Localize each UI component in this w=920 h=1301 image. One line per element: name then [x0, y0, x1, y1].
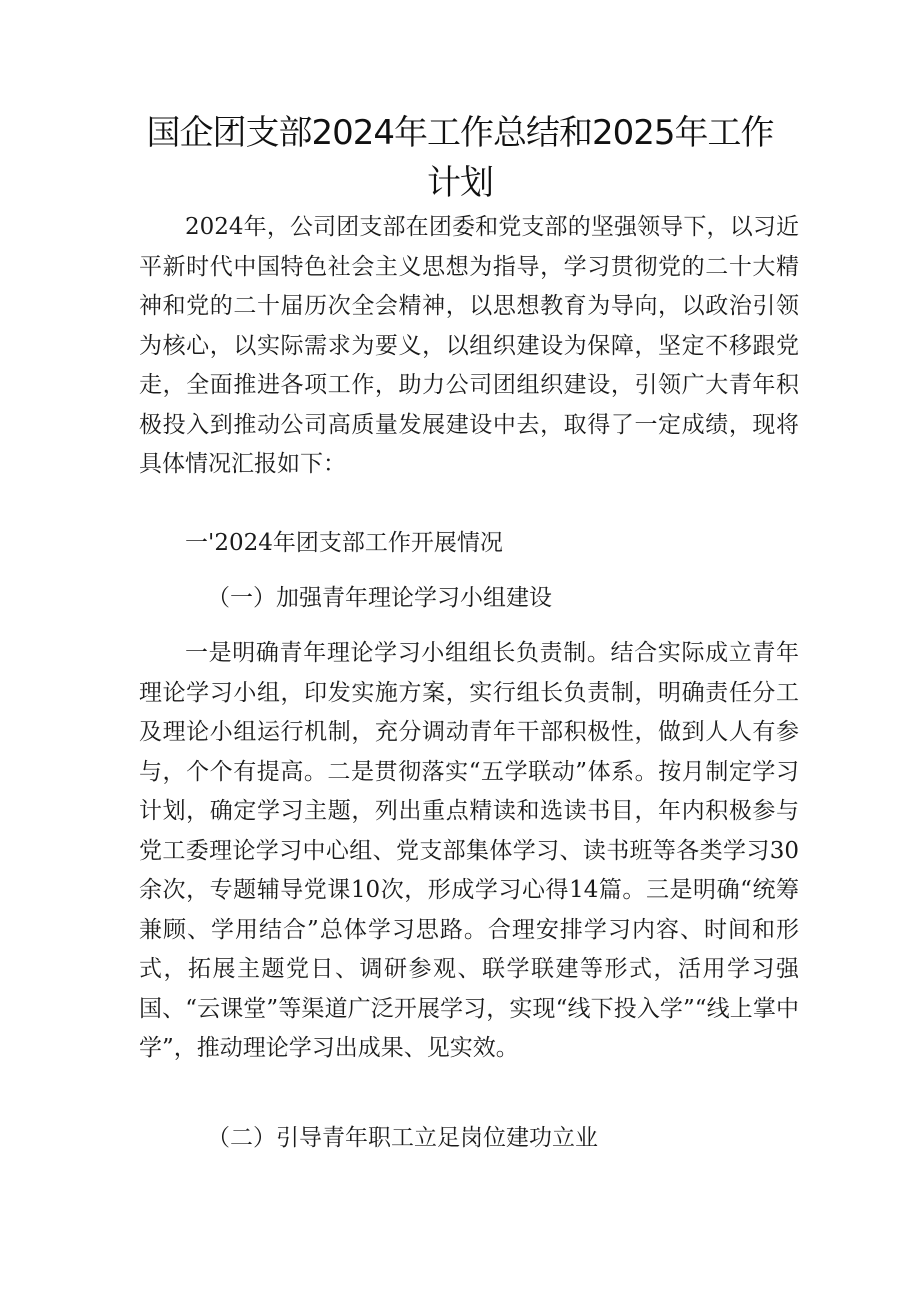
intro-paragraph: 2024年，公司团支部在团委和党支部的坚强领导下，以习近平新时代中国特色社会主义思想为指导，学习贯彻党的二十大精神和党的二十届历次全会精神，以思想教育为导向，以政治引领为核心，以实际需求为要义，以组织建设为保障，坚定不移跟党走，全面推进各项工作，助力公司团组织建设，引领广大青年积极投入到推动公司高质量发展建设中去，取得了一定成绩，现将具体情况汇报如下：	[139, 214, 799, 477]
subsection-1-paragraph: 一是明确青年理论学习小组组长负责制。结合实际成立青年理论学习小组，印发实施方案，实行组长负责制，明确责任分工及理论小组运行机制，充分调动青年干部积极性，做到人人有参与，个个有提高。二是贯彻落实“五学联动”体系。按月制定学习计划，确定学习主题，列出重点精读和选读书目，年内积极参与党工委理论学习中心组、党支部集体学习、读书班等各类学习30余次，专题辅导党课10次，形成学习心得14篇。三是明确“统筹兼顾、学用结合”总体学习思路。合理安排学习内容、时间和形式，拓展主题党日、调研参观、联学联建等形式，活用学习强国、“云课堂”等渠道广泛开展学习，实现“线下投入学”“线上掌中学”，推动理论学习出成果、见实效。	[139, 640, 799, 1061]
section-heading-1: 一'2024年团支部工作开展情况	[185, 530, 503, 556]
subsection-heading-1: （一）加强青年理论学习小组建设	[207, 585, 552, 611]
document-title: 国企团支部2024年工作总结和2025年工作计划	[146, 113, 774, 203]
subsection-heading-2: （二）引导青年职工立足岗位建功立业	[207, 1125, 598, 1151]
